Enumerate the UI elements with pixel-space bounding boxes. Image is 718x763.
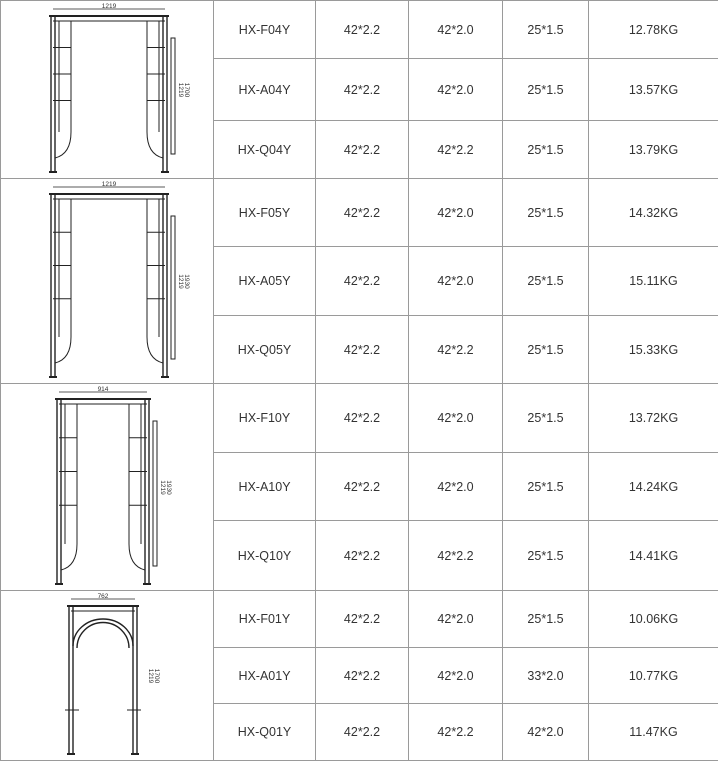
model-cell: HX-Q10Y xyxy=(214,521,316,591)
weight-cell: 13.72KG xyxy=(589,384,718,453)
model-cell: HX-F05Y xyxy=(214,179,316,247)
tube-spec-cell: 42*2.0 xyxy=(409,59,503,121)
width-dimension-label: 1219 xyxy=(101,2,117,10)
weight-cell: 15.33KG xyxy=(589,316,718,384)
tube-spec-cell: 42*2.2 xyxy=(316,316,409,384)
width-dimension-label: 914 xyxy=(97,385,109,393)
tube-spec-cell: 42*2.2 xyxy=(316,59,409,121)
tube-spec-cell: 25*1.5 xyxy=(503,521,589,591)
tube-spec-cell: 33*2.0 xyxy=(503,648,589,704)
height-dimension-label: 1700 xyxy=(183,82,190,97)
model-cell: HX-Q04Y xyxy=(214,121,316,179)
tube-spec-cell: 42*2.0 xyxy=(409,1,503,59)
table-row xyxy=(1,591,718,648)
table-row xyxy=(1,1,718,59)
tube-spec-cell: 42*2.2 xyxy=(409,704,503,761)
tube-spec-cell: 25*1.5 xyxy=(503,247,589,316)
model-cell: HX-F01Y xyxy=(214,591,316,648)
tube-spec-cell: 25*1.5 xyxy=(503,591,589,648)
tube-spec-cell: 42*2.2 xyxy=(409,316,503,384)
tube-spec-cell: 42*2.0 xyxy=(409,453,503,521)
height-dimension-label: 1700 xyxy=(153,668,160,683)
model-cell: HX-Q05Y xyxy=(214,316,316,384)
frame-drawing-cell xyxy=(1,591,214,761)
tube-spec-cell: 42*2.2 xyxy=(316,648,409,704)
width-dimension-label: 1219 xyxy=(101,180,117,188)
tube-spec-cell: 42*2.2 xyxy=(316,247,409,316)
weight-cell: 12.78KG xyxy=(589,1,718,59)
tube-spec-cell: 42*2.0 xyxy=(409,384,503,453)
tube-spec-cell: 42*2.2 xyxy=(316,521,409,591)
weight-cell: 14.41KG xyxy=(589,521,718,591)
table-row xyxy=(1,384,718,453)
height-dimension-label: 1219 xyxy=(147,668,154,683)
tube-spec-cell: 42*2.2 xyxy=(316,121,409,179)
model-cell: HX-A01Y xyxy=(214,648,316,704)
tube-spec-cell: 42*2.0 xyxy=(503,704,589,761)
tube-spec-cell: 42*2.2 xyxy=(409,521,503,591)
weight-cell: 15.11KG xyxy=(589,247,718,316)
tube-spec-cell: 25*1.5 xyxy=(503,179,589,247)
frame-drawing-cell xyxy=(1,179,214,384)
tube-spec-cell: 25*1.5 xyxy=(503,384,589,453)
tube-spec-cell: 25*1.5 xyxy=(503,59,589,121)
model-cell: HX-A04Y xyxy=(214,59,316,121)
model-cell: HX-Q01Y xyxy=(214,704,316,761)
weight-cell: 10.06KG xyxy=(589,591,718,648)
scaffold-frame-drawing xyxy=(1,2,213,178)
height-dimension-label: 1219 xyxy=(177,82,184,97)
height-dimension-label: 1930 xyxy=(183,273,190,289)
tube-spec-cell: 25*1.5 xyxy=(503,316,589,384)
weight-cell: 11.47KG xyxy=(589,704,718,761)
model-cell: HX-F04Y xyxy=(214,1,316,59)
width-dimension-label: 762 xyxy=(97,592,109,600)
weight-cell: 13.57KG xyxy=(589,59,718,121)
tube-spec-cell: 42*2.0 xyxy=(409,247,503,316)
tube-spec-cell: 25*1.5 xyxy=(503,121,589,179)
tube-spec-cell: 42*2.2 xyxy=(409,121,503,179)
tube-spec-cell: 42*2.0 xyxy=(409,591,503,648)
weight-cell: 13.79KG xyxy=(589,121,718,179)
tube-spec-cell: 42*2.2 xyxy=(316,591,409,648)
tube-spec-cell: 42*2.2 xyxy=(316,453,409,521)
scaffold-frame-drawing xyxy=(1,385,213,590)
height-dimension-label: 1219 xyxy=(177,273,184,289)
table-row xyxy=(1,179,718,247)
scaffold-frame-drawing xyxy=(1,180,213,383)
model-cell: HX-A05Y xyxy=(214,247,316,316)
tube-spec-cell: 42*2.2 xyxy=(316,1,409,59)
frame-drawing-cell xyxy=(1,384,214,591)
tube-spec-cell: 42*2.0 xyxy=(409,648,503,704)
height-dimension-label: 1930 xyxy=(165,479,172,495)
tube-spec-cell: 25*1.5 xyxy=(503,1,589,59)
scaffold-frame-drawing xyxy=(1,592,213,760)
model-cell: HX-F10Y xyxy=(214,384,316,453)
tube-spec-cell: 42*2.0 xyxy=(409,179,503,247)
weight-cell: 14.32KG xyxy=(589,179,718,247)
frame-drawing-cell xyxy=(1,1,214,179)
tube-spec-cell: 25*1.5 xyxy=(503,453,589,521)
height-dimension-label: 1219 xyxy=(159,479,166,495)
weight-cell: 10.77KG xyxy=(589,648,718,704)
tube-spec-cell: 42*2.2 xyxy=(316,384,409,453)
tube-spec-cell: 42*2.2 xyxy=(316,704,409,761)
tube-spec-cell: 42*2.2 xyxy=(316,179,409,247)
weight-cell: 14.24KG xyxy=(589,453,718,521)
model-cell: HX-A10Y xyxy=(214,453,316,521)
